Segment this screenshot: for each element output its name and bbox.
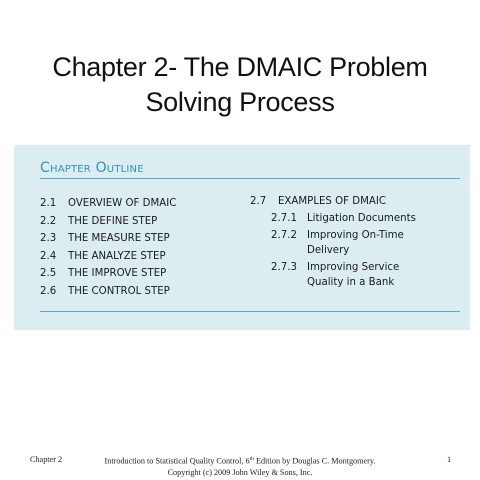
- outline-bottom-rule: [40, 311, 460, 312]
- outline-item-number: 2.7: [250, 196, 267, 207]
- outline-item: [40, 213, 176, 231]
- outline-item-number: 2.1: [40, 198, 57, 209]
- outline-item-label: OVERVIEW OF DMAIC: [68, 198, 177, 209]
- chapter-outline-heading: Chapter Outline: [40, 160, 144, 176]
- outline-item: [40, 283, 176, 301]
- outline-item-label: THE DEFINE STEP: [68, 215, 158, 227]
- outline-subitem: [250, 211, 437, 226]
- outline-item-label: EXAMPLES OF DMAIC: [278, 196, 386, 207]
- outline-right-column: [250, 193, 437, 292]
- footer-page-number: 1: [447, 455, 452, 464]
- outline-item-number: 2.5: [40, 268, 57, 279]
- outline-item-number: 2.4: [40, 250, 57, 262]
- outline-left-column: [40, 195, 176, 300]
- outline-subitem: [250, 260, 437, 290]
- outline-item: [250, 193, 437, 211]
- footer-citation-text-a: Introduction to Statistical Quality Control, 6: [104, 456, 250, 466]
- outline-subitem-label: Improving On-Time Delivery: [307, 229, 404, 256]
- outline-item-label: THE MEASURE STEP: [68, 233, 170, 244]
- outline-subitem: [250, 228, 437, 258]
- outline-item: [40, 230, 176, 248]
- outline-subitem-number: 2.7.1: [271, 212, 297, 224]
- outline-subitem-label: Improving Service Quality in a Bank: [307, 261, 400, 288]
- footer-citation-superscript: th: [249, 456, 254, 462]
- footer-citation: [100, 454, 380, 478]
- outline-item-label: THE CONTROL STEP: [68, 285, 170, 297]
- chapter-outline-box: [14, 145, 470, 330]
- footer-citation-line-1: [100, 454, 380, 467]
- slide-title-line-2: Solving Process: [145, 87, 335, 117]
- footer-citation-text-b: Edition by Douglas C. Montgomery.: [253, 456, 376, 466]
- outline-subitem-label: Litigation Documents: [307, 212, 416, 224]
- outline-item: [40, 195, 176, 213]
- outline-item-label: THE IMPROVE STEP: [68, 268, 167, 279]
- outline-subitem-number: 2.7.3: [271, 261, 297, 273]
- slide-title-line-1: Chapter 2- The DMAIC Problem: [52, 52, 428, 82]
- outline-item: [40, 265, 176, 283]
- outline-item-number: 2.3: [40, 233, 57, 244]
- outline-subitem-number: 2.7.2: [271, 229, 297, 241]
- outline-item-label: THE ANALYZE STEP: [68, 250, 166, 262]
- outline-item-number: 2.2: [40, 215, 57, 227]
- outline-top-rule: [40, 178, 460, 179]
- footer-chapter: Chapter 2: [30, 455, 63, 464]
- slide-title: [0, 50, 480, 120]
- outline-item-number: 2.6: [40, 285, 57, 297]
- footer-copyright: Copyright (c) 2009 John Wiley & Sons, Inc.: [167, 467, 313, 477]
- outline-item: [40, 248, 176, 266]
